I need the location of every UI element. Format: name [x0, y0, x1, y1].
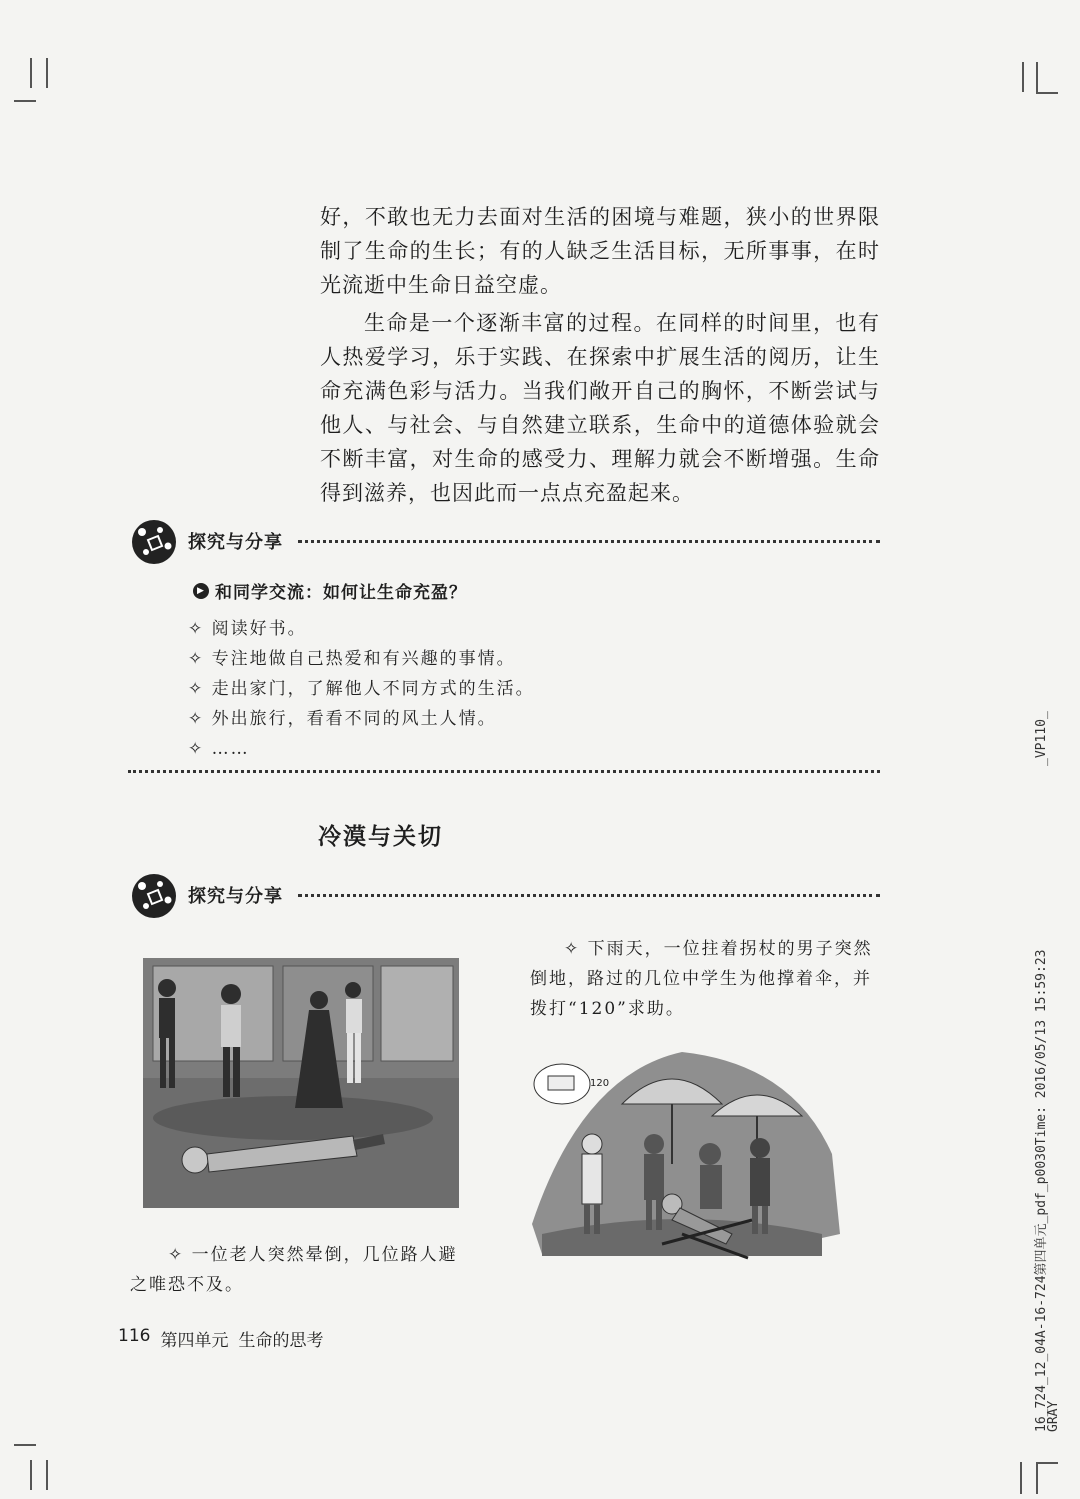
crop-mark-bottom-right [1036, 1462, 1058, 1464]
crop-mark-top-left [14, 100, 36, 102]
paragraph-continued: 好，不敢也无力去面对生活的困境与难题，狭小的世界限制了生命的生长；有的人缺乏生活目标，无所事事，在时光流逝中生命日益空虚。 [320, 205, 880, 297]
right-caption: ✧ 下雨天，一位拄着拐杖的男子突然倒地，路过的几位中学生为他撑着伞，并拨打“120”求助。 [530, 939, 873, 1019]
explore-share-header-2 [128, 872, 880, 916]
print-info-mark: 16_724_12_04A-16-724第四单元_pdf_p0030Time: 2016/05/13 15:59:23 [1034, 949, 1049, 1432]
page-number: 116 [118, 1326, 151, 1346]
crop-mark-bottom-left [46, 1460, 48, 1490]
page-footer [118, 1326, 323, 1351]
subheading: 冷漠与关切 [318, 824, 443, 850]
chapter-label: 生命的思考 [238, 1331, 324, 1351]
crop-mark-top-left [30, 58, 32, 88]
dotted-rule [298, 894, 880, 897]
crop-mark-bottom-left [14, 1444, 36, 1446]
list-item: ✧ 专注地做自己热爱和有兴趣的事情。 [188, 649, 516, 669]
list-item: ✧ …… [188, 739, 250, 759]
street-scene-illustration [143, 958, 459, 1208]
crop-mark-top-right [1036, 62, 1038, 92]
explore-share-header-1 [128, 518, 880, 562]
crop-mark-top-left [46, 58, 48, 88]
umbrella-help-illustration [522, 1044, 840, 1262]
vp-mark: _VP110_ [1034, 711, 1049, 766]
paragraph-main: 生命是一个逐渐丰富的过程。在同样的时间里，也有人热爱学习，乐于实践、在探索中扩展生活的阅历，让生命充满色彩与活力。当我们敞开自己的胸怀，不断尝试与他人、与社会、与自然建立联系，生命中的道德体验就会不断丰富，对生命的感受力、理解力就会不断增强。生命得到滋养，也因此而一点点充盈起来。 [320, 311, 880, 505]
crop-mark-bottom-right [1020, 1462, 1022, 1494]
ambulance-number: 120 [590, 1078, 610, 1089]
list-item: ✧ 走出家门，了解他人不同方式的生活。 [188, 679, 535, 699]
crop-mark-top-right [1022, 62, 1024, 92]
dotted-rule [298, 540, 880, 543]
play-bullet-icon: ▶ [193, 583, 209, 599]
answer-list [188, 614, 535, 764]
explore-badge-icon [128, 518, 180, 566]
gray-mark: GRAY [1046, 1400, 1061, 1432]
crop-mark-bottom-right [1036, 1462, 1038, 1494]
question-text: 和同学交流：如何让生命充盈？ [215, 583, 467, 603]
list-item: ✧ 阅读好书。 [188, 619, 307, 639]
discussion-question [193, 578, 467, 603]
section-label: 探究与分享 [188, 532, 283, 553]
crop-mark-bottom-left [30, 1460, 32, 1490]
section-divider [128, 770, 880, 773]
left-caption: ✧ 一位老人突然晕倒，几位路人避之唯恐不及。 [130, 1245, 458, 1295]
list-item: ✧ 外出旅行，看看不同的风土人情。 [188, 709, 497, 729]
explore-badge-icon [128, 872, 180, 920]
unit-label: 第四单元 [160, 1331, 229, 1351]
crop-mark-top-right [1036, 92, 1058, 94]
section-label: 探究与分享 [188, 886, 283, 907]
